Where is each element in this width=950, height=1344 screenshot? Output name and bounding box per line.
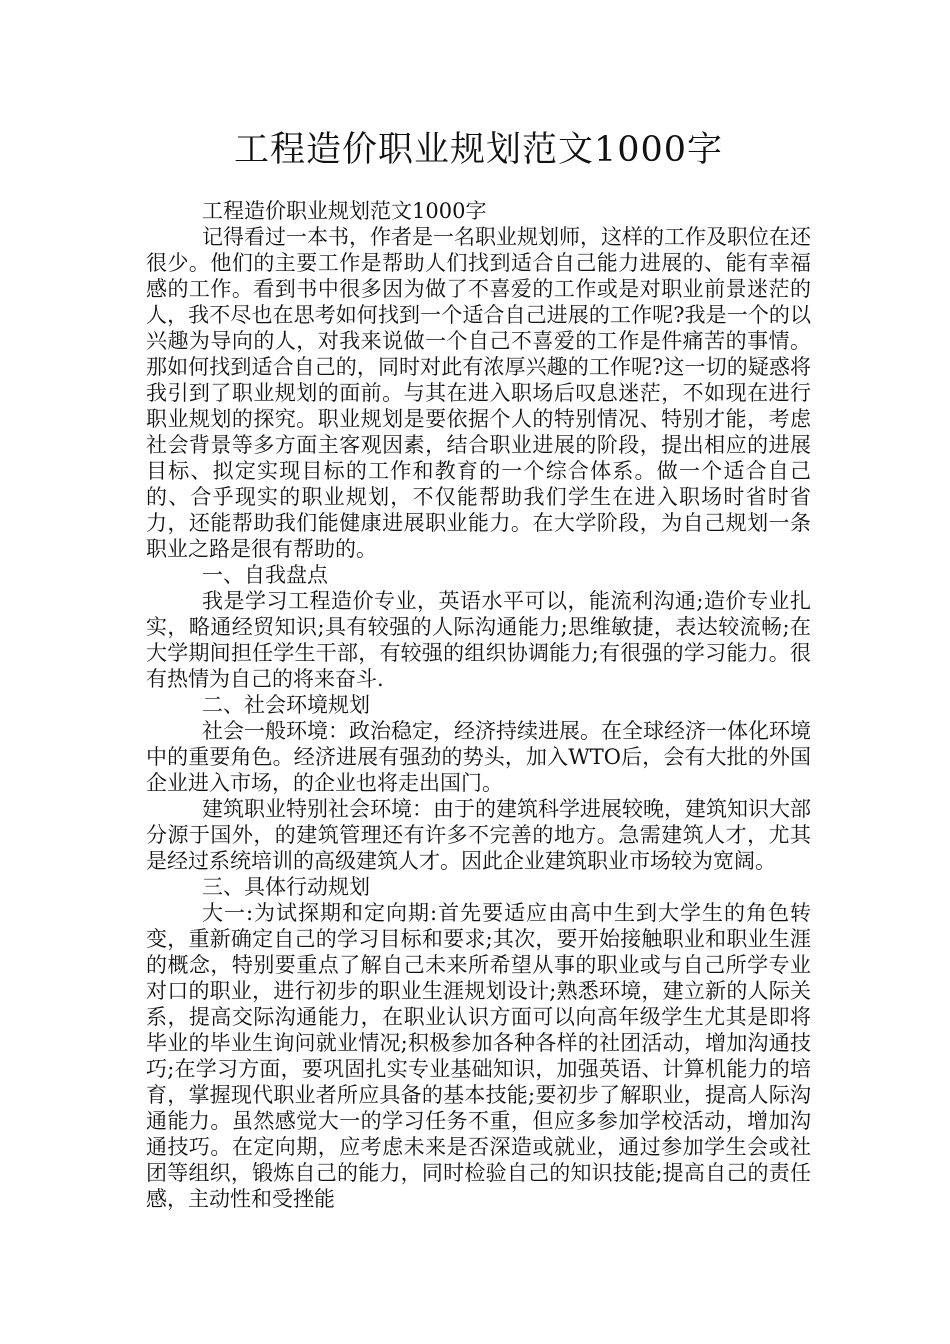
industry-environment-paragraph: 建筑职业特别社会环境：由于的建筑科学进展较晚，建筑知识大部分源于国外，的建筑管理还有许多不完善的地方。急需建筑人才，尤其是经过系统培训的高级建筑人才。因此企业建筑职业市场较为宽阔。	[146, 797, 811, 873]
section-heading-social-environment: 二、社会环境规划	[202, 693, 370, 717]
document-subtitle: 工程造价职业规划范文1000字	[202, 199, 487, 223]
general-environment-paragraph: 社会一般环境：政治稳定，经济持续进展。在全球经济一体化环境中的重要角色。经济进展有强劲的势头，加入WTO后，会有大批的外国企业进入市场，的企业也将走出国门。	[146, 719, 811, 795]
document-title: 工程造价职业规划范文1000字	[233, 130, 724, 170]
intro-paragraph: 记得看过一本书，作者是一名职业规划师，这样的工作及职位在还很少。他们的主要工作是帮助人们找到适合自己能力进展的、能有幸福感的工作。看到书中很多因为做了不喜爱的工作或是对职业前景迷茫的人，我不尽也在思考如何找到一个适合自己进展的工作呢?我是一个的以兴趣为导向的人，对我来说做一个自己不喜爱的工作是件痛苦的事情。那如何找到适合自己的，同时对此有浓厚兴趣的工作呢?这一切的疑惑将我引到了职业规划的面前。与其在进入职场后叹息迷茫，不如现在进行职业规划的探究。职业规划是要依据个人的特别情况、特别才能，考虑社会背景等多方面主客观因素，结合职业进展的阶段，提出相应的进展目标、拟定实现目标的工作和教育的一个综合体系。做一个适合自己的、合乎现实的职业规划，不仅能帮助我们学生在进入职场时省时省力，还能帮助我们能健康进展职业能力。在大学阶段，为自己规划一条职业之路是很有帮助的。	[146, 225, 811, 561]
section-heading-self-assessment: 一、自我盘点	[202, 563, 328, 587]
section-heading-action-plan: 三、具体行动规划	[202, 875, 370, 899]
document-page	[146, 128, 811, 1212]
self-assessment-paragraph: 我是学习工程造价专业，英语水平可以，能流利沟通;造价专业扎实，略通经贸知识;具有较强的人际沟通能力;思维敏捷，表达较流畅;在大学期间担任学生干部，有较强的组织协调能力;有很强的学习能力。很有热情为自己的将来奋斗.	[146, 589, 811, 691]
action-plan-paragraph: 大一:为试探期和定向期:首先要适应由高中生到大学生的角色转变，重新确定自己的学习目标和要求;其次，要开始接触职业和职业生涯的概念，特别要重点了解自己未来所希望从事的职业或与自己所学专业对口的职业，进行初步的职业生涯规划设计;熟悉环境，建立新的人际关系，提高交际沟通能力，在职业认识方面可以向高年级学生尤其是即将毕业的毕业生询问就业情况;积极参加各种各样的社团活动，增加沟通技巧;在学习方面，要巩固扎实专业基础知识，加强英语、计算机能力的培育，掌握现代职业者所应具备的基本技能;要初步了解职业，提高人际沟通能力。虽然感觉大一的学习任务不重，但应多参加学校活动，增加沟通技巧。在定向期，应考虑未来是否深造或就业，通过参加学生会或社团等组织，锻炼自己的能力，同时检验自己的知识技能;提高自己的责任感，主动性和受挫能	[146, 901, 811, 1211]
